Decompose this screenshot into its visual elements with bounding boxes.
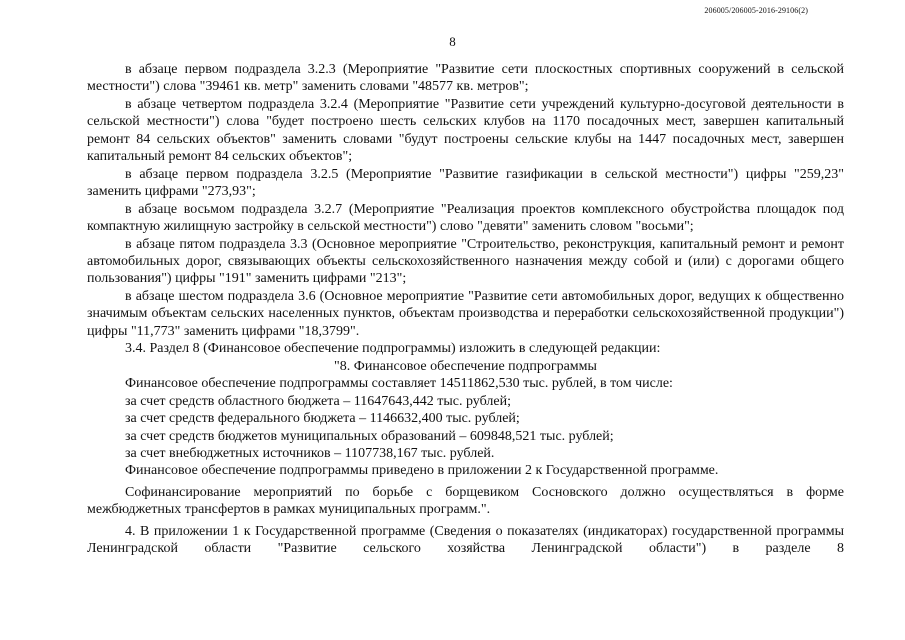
paragraph-amend-3-6: в абзаце шестом подраздела 3.6 (Основное мероприятие "Развитие сети автомобильных дорог, ведущих к общественно значимым объектам сельских населенных пунктов, объектам производства и переработки сельскохозяйственной продукции") цифры "11,773" заменить цифрами "18,3799". [87,288,844,339]
paragraph-amend-3-2-7: в абзаце восьмом подраздела 3.2.7 (Мероприятие "Реализация проектов комплексного обустройства площадок под компактную жилищную застройку в сельской местности") слово "девяти" заменить словом "восьми"; [87,201,844,235]
paragraph-funding-total: Финансовое обеспечение подпрограммы составляет 14511862,530 тыс. рублей, в том числе: [125,376,673,392]
paragraph-item-4: 4. В приложении 1 к Государственной программе (Сведения о показателях (индикаторах) государственной программы Ленинградской области "Развитие сельского хозяйства Ленинградской области") в разделе 8 [87,523,844,557]
paragraph-funding-regional: за счет средств областного бюджета – 11647643,442 тыс. рублей; [125,393,511,409]
page-number: 8 [449,34,456,49]
paragraph-amend-3-3: в абзаце пятом подраздела 3.3 (Основное мероприятие "Строительство, реконструкция, капитальный ремонт и ремонт автомобильных дорог, связывающих объекты сельскохозяйственного назначения между собой и (или) с дорогами общего пользования") цифры "191" заменить цифрами "213"; [87,236,844,287]
paragraph-funding-federal: за счет средств федерального бюджета – 1146632,400 тыс. рублей; [125,411,520,427]
document-body [87,61,844,558]
paragraph-funding-municipal: за счет средств бюджетов муниципальных образований – 609848,521 тыс. рублей; [125,428,614,444]
document-code: 206005/206005-2016-29106(2) [704,6,808,15]
paragraph-amend-3-2-5: в абзаце первом подраздела 3.2.5 (Мероприятие "Развитие газификации в сельской местности") цифры "259,23" заменить цифрами "273,93"; [87,166,844,200]
paragraph-amend-3-2-4: в абзаце четвертом подраздела 3.2.4 (Мероприятие "Развитие сети учреждений культурно-досуговой деятельности в сельской местности") слова "будет построено шесть сельских клубов на 1170 посадочных мест, завершен капитальный ремонт 84 сельских объектов" заменить словами "будут построены сельские клубы на 1447 посадочных мест, завершен капитальный ремонт 84 сельских объектов"; [87,96,844,165]
paragraph-amend-3-2-3: в абзаце первом подраздела 3.2.3 (Мероприятие "Развитие сети плоскостных спортивных сооружений в сельской местности") слова "39461 кв. метр" заменить словами "48577 кв. метров"; [87,62,844,95]
section-heading: "8. Финансовое обеспечение подпрограммы [334,358,597,374]
paragraph-section-8-intro: 3.4. Раздел 8 (Финансовое обеспечение подпрограммы) изложить в следующей редакции: [125,341,661,357]
paragraph-cofinancing: Софинансирование мероприятий по борьбе с борщевиком Сосновского должно осуществляться в форме межбюджетных трансфертов в рамках муниципальных программ.". [87,484,844,518]
paragraph-funding-extrabudgetary: за счет внебюджетных источников – 1107738,167 тыс. рублей. [125,445,495,461]
paragraph-funding-appendix: Финансовое обеспечение подпрограммы приведено в приложении 2 к Государственной программе. [125,463,719,479]
